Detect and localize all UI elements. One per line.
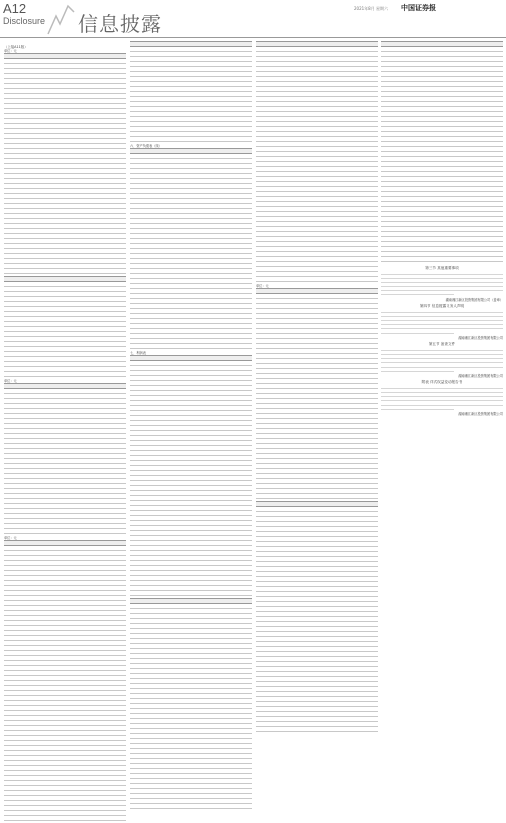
notice-title: 第三节 其他重要事项 — [425, 266, 459, 270]
table-cell — [228, 137, 252, 142]
column-3 — [256, 41, 378, 734]
text-line — [381, 277, 503, 280]
signature-line: 湖南湘江新区投资集团有限公司 — [458, 335, 503, 340]
text-line — [381, 353, 503, 356]
table-cell — [381, 257, 405, 262]
table-cell — [203, 804, 227, 809]
page-subtitle: Disclosure — [3, 16, 46, 26]
table-cell — [256, 494, 280, 499]
text-line — [381, 285, 503, 288]
table-caption: 七、利润表 — [130, 351, 146, 355]
table-cell — [329, 727, 353, 732]
table-cell — [479, 257, 503, 262]
table-cell — [154, 591, 178, 596]
table-cell — [280, 727, 304, 732]
table-cell — [4, 372, 28, 377]
table-cell — [102, 816, 126, 821]
table-cell — [53, 816, 77, 821]
newspaper-brand: 中国证券报 — [401, 3, 436, 12]
table-cell — [28, 269, 52, 274]
column-3-tables — [256, 41, 378, 734]
table-cell — [256, 277, 280, 282]
table-row — [130, 137, 252, 142]
page-code: A12 — [3, 1, 27, 16]
financial-table — [4, 49, 126, 276]
table-cell — [4, 816, 28, 821]
continuation-tag: （上接A11版） — [4, 45, 28, 49]
table-row — [4, 269, 126, 274]
page-header — [0, 0, 506, 38]
table-cell — [28, 816, 52, 821]
table-caption: 单位：元 — [256, 284, 269, 288]
financial-table — [4, 276, 126, 379]
table-cell — [354, 727, 378, 732]
wave-icon — [46, 2, 76, 36]
table-cell — [280, 277, 304, 282]
table-cell — [130, 344, 154, 349]
text-line — [381, 289, 503, 292]
table-row — [130, 344, 252, 349]
table-cell — [405, 257, 429, 262]
signature-line: 湖南湘江新区投资集团有限公司 — [458, 412, 503, 416]
text-line — [381, 357, 503, 360]
table-cell — [4, 269, 28, 274]
table-cell — [430, 257, 454, 262]
text-line — [381, 273, 503, 276]
table-cell — [102, 529, 126, 534]
financial-table — [130, 144, 252, 351]
text-line — [381, 319, 503, 322]
financial-table — [256, 501, 378, 734]
table-cell — [179, 591, 203, 596]
notice-title: 第五节 备查文件 — [428, 342, 456, 347]
column-2 — [130, 41, 252, 811]
table-row — [256, 727, 378, 732]
column-4-tables — [381, 41, 503, 264]
table-row — [4, 816, 126, 821]
table-cell — [130, 591, 154, 596]
table-cell — [102, 269, 126, 274]
text-line — [381, 361, 503, 364]
table-cell — [53, 529, 77, 534]
signature-line: 湖南湘江新区投资集团有限公司（盖章） — [445, 297, 503, 302]
table-cell — [256, 727, 280, 732]
text-line — [381, 315, 503, 318]
text-line — [381, 323, 503, 326]
table-cell — [203, 137, 227, 142]
table-cell — [53, 269, 77, 274]
financial-table — [381, 41, 503, 264]
table-cell — [102, 372, 126, 377]
notice-block — [381, 380, 503, 416]
notice-block — [381, 342, 503, 378]
table-cell — [228, 344, 252, 349]
issue-date: 2021年8月 星期六 — [354, 6, 388, 11]
section-title: 信息披露 — [78, 12, 162, 36]
table-cell — [228, 591, 252, 596]
text-line — [381, 366, 503, 369]
table-cell — [354, 277, 378, 282]
table-cell — [179, 804, 203, 809]
text-line — [381, 395, 503, 398]
column-2-tables — [130, 41, 252, 811]
table-row — [256, 277, 378, 282]
text-line — [381, 327, 503, 330]
table-cell — [329, 494, 353, 499]
table-cell — [203, 591, 227, 596]
table-cell — [329, 277, 353, 282]
text-line — [381, 408, 503, 411]
table-cell — [130, 804, 154, 809]
table-cell — [305, 277, 329, 282]
table-cell — [28, 372, 52, 377]
text-line — [381, 387, 503, 390]
table-cell — [280, 494, 304, 499]
table-row — [381, 257, 503, 262]
financial-table — [4, 536, 126, 823]
table-cell — [77, 269, 101, 274]
column-4-notices — [381, 266, 503, 417]
table-cell — [454, 257, 478, 262]
text-line — [381, 391, 503, 394]
signature-line: 湖南湘江新区投资集团有限公司 — [458, 373, 503, 378]
table-cell — [305, 727, 329, 732]
table-cell — [130, 137, 154, 142]
column-1-tables — [4, 49, 126, 823]
table-cell — [77, 372, 101, 377]
financial-table — [4, 379, 126, 536]
text-line — [381, 370, 503, 373]
table-caption: 单位：元 — [4, 379, 17, 383]
table-cell — [154, 137, 178, 142]
table-row — [256, 494, 378, 499]
text-line — [381, 349, 503, 352]
financial-table — [256, 41, 378, 284]
column-1 — [4, 41, 126, 823]
financial-table — [130, 41, 252, 144]
table-cell — [28, 529, 52, 534]
table-cell — [305, 494, 329, 499]
financial-table — [256, 284, 378, 501]
table-caption: 单位：元 — [4, 536, 17, 540]
notice-title: 第四节 信息披露义务人声明 — [419, 304, 465, 309]
table-cell — [154, 344, 178, 349]
table-cell — [4, 529, 28, 534]
text-line — [381, 404, 503, 407]
table-cell — [53, 372, 77, 377]
financial-table — [130, 351, 252, 598]
table-caption: 单位：元 — [4, 49, 17, 53]
table-cell — [179, 344, 203, 349]
table-cell — [203, 344, 227, 349]
notice-block — [381, 304, 503, 340]
table-cell — [228, 804, 252, 809]
financial-table — [130, 598, 252, 811]
table-cell — [77, 816, 101, 821]
table-row — [130, 591, 252, 596]
table-row — [4, 372, 126, 377]
table-cell — [77, 529, 101, 534]
notice-block — [381, 266, 503, 302]
table-cell — [154, 804, 178, 809]
notice-title: 附表 详式权益变动报告书 — [421, 380, 463, 385]
table-row — [4, 529, 126, 534]
table-cell — [179, 137, 203, 142]
text-line — [381, 293, 503, 296]
text-line — [381, 332, 503, 335]
header-rule — [0, 37, 506, 38]
text-line — [381, 311, 503, 314]
text-line — [381, 399, 503, 402]
column-4 — [381, 41, 503, 417]
table-cell — [354, 494, 378, 499]
table-row — [130, 804, 252, 809]
text-line — [381, 281, 503, 284]
table-caption: 六、资产负债表（续） — [130, 144, 162, 148]
